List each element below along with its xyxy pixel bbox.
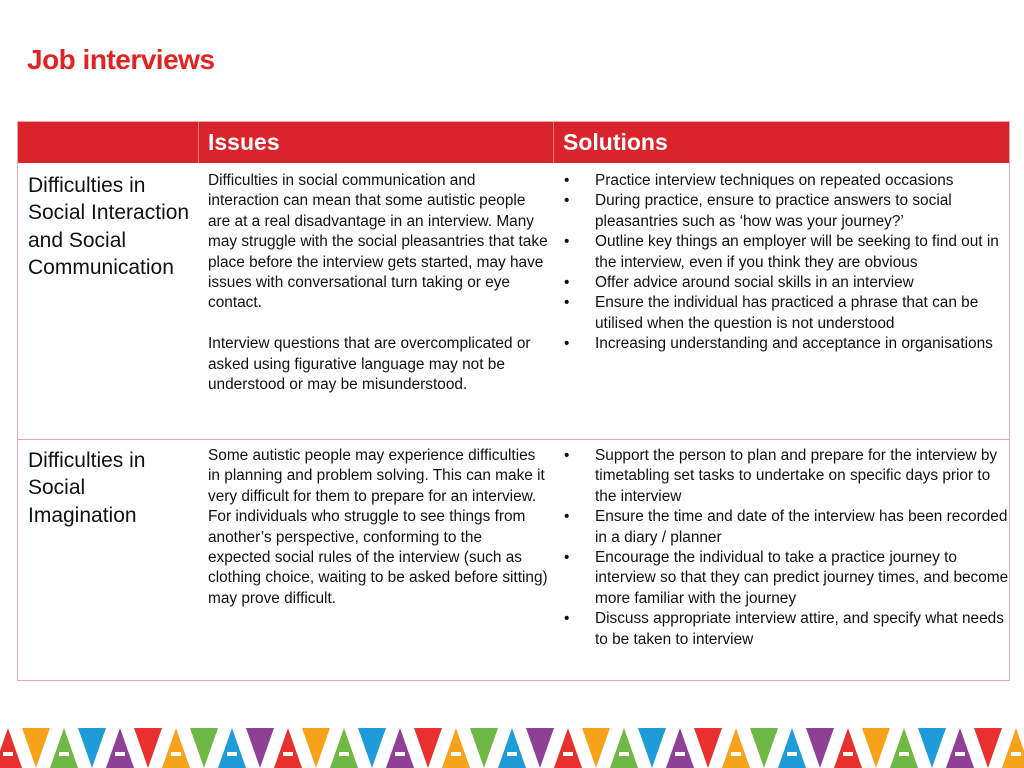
footer-letter-bar bbox=[1011, 752, 1021, 756]
solution-text: Discuss appropriate interview attire, and specify what needs to be taken to interview bbox=[595, 610, 1004, 648]
footer-letter-bar bbox=[787, 752, 797, 756]
solution-item bbox=[562, 232, 1012, 273]
footer-triangle bbox=[946, 728, 974, 768]
footer-triangle bbox=[246, 728, 274, 768]
footer-letter-bar bbox=[451, 752, 461, 756]
footer-letter-bar bbox=[339, 752, 349, 756]
footer-triangle bbox=[218, 728, 246, 768]
header-divider bbox=[553, 122, 554, 163]
solution-item bbox=[562, 609, 1012, 650]
footer-letter-bar bbox=[843, 752, 853, 756]
footer-triangle bbox=[330, 728, 358, 768]
footer-triangle bbox=[442, 728, 470, 768]
footer-letter-bar bbox=[955, 752, 965, 756]
footer-letter-bar bbox=[899, 752, 909, 756]
footer-letter-bar bbox=[115, 752, 125, 756]
solutions-list bbox=[562, 171, 1012, 355]
solution-item bbox=[562, 171, 1012, 191]
issues-cell bbox=[208, 446, 548, 609]
bullet-icon: • bbox=[564, 172, 570, 189]
solution-item bbox=[562, 273, 1012, 293]
solution-item bbox=[562, 548, 1012, 609]
solution-text: Encourage the individual to take a practice journey to interview so that they can predict journey times, and become more familiar with the journey bbox=[595, 549, 1009, 607]
header-issues: Issues bbox=[208, 129, 280, 155]
footer-triangle bbox=[974, 728, 1002, 768]
header-label-column bbox=[28, 122, 198, 163]
solution-item bbox=[562, 334, 1012, 354]
footer-triangle bbox=[470, 728, 498, 768]
bullet-icon: • bbox=[564, 192, 570, 210]
issues-paragraph: Difficulties in social communication and interaction can mean that some autistic people are at a real disadvantage in an interview. Many may struggle with the social pleasantries that take place before the interview gets started, may have issues with conversational turn taking or eye contact. bbox=[208, 172, 548, 312]
decorative-footer-band bbox=[0, 728, 1024, 768]
header-solutions: Solutions bbox=[563, 129, 668, 155]
footer-triangle bbox=[918, 728, 946, 768]
footer-triangle bbox=[50, 728, 78, 768]
footer-triangle bbox=[414, 728, 442, 768]
solution-item bbox=[562, 191, 1012, 232]
solution-item bbox=[562, 293, 1012, 334]
footer-letter-bar bbox=[227, 752, 237, 756]
issues-cell bbox=[208, 171, 548, 395]
header-divider bbox=[198, 122, 199, 163]
footer-triangle bbox=[722, 728, 750, 768]
footer-triangle bbox=[134, 728, 162, 768]
footer-triangle bbox=[162, 728, 190, 768]
row-label: Difficulties in Social Imagination bbox=[28, 449, 146, 527]
bullet-icon: • bbox=[564, 549, 570, 567]
footer-letter-bar bbox=[283, 752, 293, 756]
footer-triangle bbox=[862, 728, 890, 768]
footer-triangle bbox=[890, 728, 918, 768]
footer-triangle bbox=[0, 728, 22, 768]
footer-triangle bbox=[778, 728, 806, 768]
footer-triangle bbox=[78, 728, 106, 768]
table-row bbox=[18, 440, 1009, 680]
footer-triangle bbox=[582, 728, 610, 768]
footer-letter-bar bbox=[563, 752, 573, 756]
footer-triangle bbox=[302, 728, 330, 768]
bullet-icon: • bbox=[564, 335, 570, 353]
solution-text: Ensure the individual has practiced a phrase that can be utilised when the question is not understood bbox=[595, 294, 979, 332]
footer-triangle bbox=[386, 728, 414, 768]
footer-triangle bbox=[22, 728, 50, 768]
solution-item bbox=[562, 446, 1012, 507]
solution-text: Increasing understanding and acceptance in organisations bbox=[595, 335, 993, 353]
footer-letter-bar bbox=[171, 752, 181, 756]
footer-triangle bbox=[666, 728, 694, 768]
issues-paragraph: Some autistic people may experience difficulties in planning and problem solving. This can make it very difficult for them to prepare for an interview. For individuals who struggle to see things from another’s perspective, conforming to the expected social rules of the interview (such as clothing choice, waiting to be asked before sitting) may prove difficult. bbox=[208, 447, 548, 607]
footer-letter-bar bbox=[675, 752, 685, 756]
bullet-icon: • bbox=[564, 294, 570, 312]
footer-triangle bbox=[526, 728, 554, 768]
footer-triangle bbox=[694, 728, 722, 768]
table-header bbox=[18, 122, 1009, 163]
footer-triangle bbox=[750, 728, 778, 768]
footer-triangle bbox=[498, 728, 526, 768]
footer-triangle bbox=[638, 728, 666, 768]
footer-letter-bar bbox=[3, 752, 13, 756]
bullet-icon: • bbox=[564, 508, 570, 526]
solution-text: Outline key things an employer will be seeking to find out in the interview, even if you think they are obvious bbox=[595, 233, 999, 271]
solution-item bbox=[562, 507, 1012, 548]
footer-letter-bar bbox=[507, 752, 517, 756]
footer-letter-bar bbox=[59, 752, 69, 756]
solution-text: Support the person to plan and prepare for the interview by timetabling set tasks to undertake on specific days prior to the interview bbox=[595, 447, 998, 505]
row-label: Difficulties in Social Interaction and Social Communication bbox=[28, 174, 190, 279]
bullet-icon: • bbox=[564, 233, 570, 251]
issues-paragraph: Interview questions that are overcomplicated or asked using figurative language may not be understood or may be misunderstood. bbox=[208, 335, 531, 394]
footer-triangle bbox=[554, 728, 582, 768]
page-title: Job interviews bbox=[27, 44, 215, 75]
solution-text: Ensure the time and date of the interview has been recorded in a diary / planner bbox=[595, 508, 1008, 546]
table-row bbox=[18, 163, 1009, 439]
solutions-list bbox=[562, 446, 1012, 650]
footer-triangle bbox=[106, 728, 134, 768]
solution-text: Practice interview techniques on repeated occasions bbox=[595, 172, 954, 189]
footer-triangle bbox=[190, 728, 218, 768]
footer-letter-bar bbox=[395, 752, 405, 756]
footer-letter-bar bbox=[619, 752, 629, 756]
bullet-icon: • bbox=[564, 610, 570, 628]
footer-triangle bbox=[834, 728, 862, 768]
footer-triangle bbox=[806, 728, 834, 768]
footer-triangle bbox=[1002, 728, 1024, 768]
bullet-icon: • bbox=[564, 447, 570, 464]
interview-table bbox=[17, 121, 1010, 681]
bullet-icon: • bbox=[564, 274, 570, 292]
footer-triangle bbox=[610, 728, 638, 768]
solution-text: Offer advice around social skills in an interview bbox=[595, 274, 914, 292]
footer-triangle bbox=[274, 728, 302, 768]
footer-triangle bbox=[358, 728, 386, 768]
footer-letter-bar bbox=[731, 752, 741, 756]
solution-text: During practice, ensure to practice answers to social pleasantries such as ‘how was your journey?’ bbox=[595, 192, 952, 230]
